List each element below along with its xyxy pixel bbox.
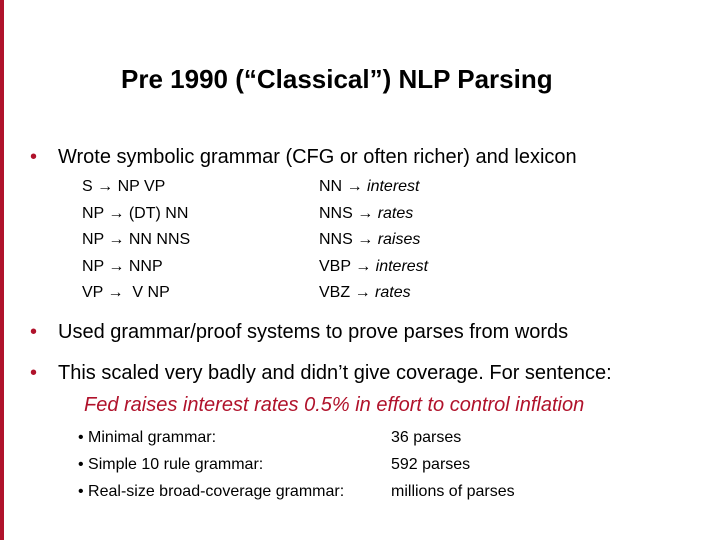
bullet-text: Used grammar/proof systems to prove parses from words	[58, 321, 569, 343]
example-sentence: Fed raises interest rates 0.5% in effort to control inflation	[84, 394, 585, 416]
bullet-dot: •	[30, 362, 38, 384]
stat-value: 36 parses	[391, 429, 462, 446]
left-accent-bar	[0, 0, 4, 540]
bullet-text: This scaled very badly and didn’t give coverage. For sentence:	[58, 362, 612, 384]
bullet-scaling	[30, 362, 612, 385]
lexicon-rule: NNS → rates	[319, 204, 414, 222]
lexicon-rule: VBZ → rates	[319, 284, 411, 301]
slide-title: Pre 1990 (“Classical”) NLP Parsing	[121, 64, 553, 94]
stats-labels	[78, 424, 344, 505]
grammar-rule: S → NP VP	[82, 178, 166, 195]
grammar-rule: NP → NN NNS	[82, 231, 191, 248]
grammar-rule: NP → (DT) NN	[82, 204, 189, 222]
lexicon-rules	[319, 174, 428, 307]
bullet-grammar	[30, 146, 577, 169]
lexicon-rule: VBP → interest	[319, 257, 429, 275]
lexicon-rule: NNS → raises	[319, 231, 421, 248]
stats-values	[391, 424, 515, 505]
stat-value: millions of parses	[391, 483, 515, 500]
stat-label: • Minimal grammar:	[78, 429, 217, 446]
bullet-text: Wrote symbolic grammar (CFG or often richer) and lexicon	[58, 146, 577, 168]
grammar-rules	[82, 174, 190, 307]
stat-label: • Real-size broad-coverage grammar:	[78, 483, 345, 500]
lexicon-rule: NN → interest	[319, 178, 420, 195]
grammar-rule: VP → V NP	[82, 284, 170, 301]
grammar-rule: NP → NNP	[82, 257, 163, 275]
bullet-dot: •	[30, 321, 38, 343]
stat-value: 592 parses	[391, 456, 471, 473]
bullet-dot: •	[30, 146, 38, 168]
stat-label: • Simple 10 rule grammar:	[78, 456, 264, 473]
bullet-proof-systems	[30, 321, 568, 344]
